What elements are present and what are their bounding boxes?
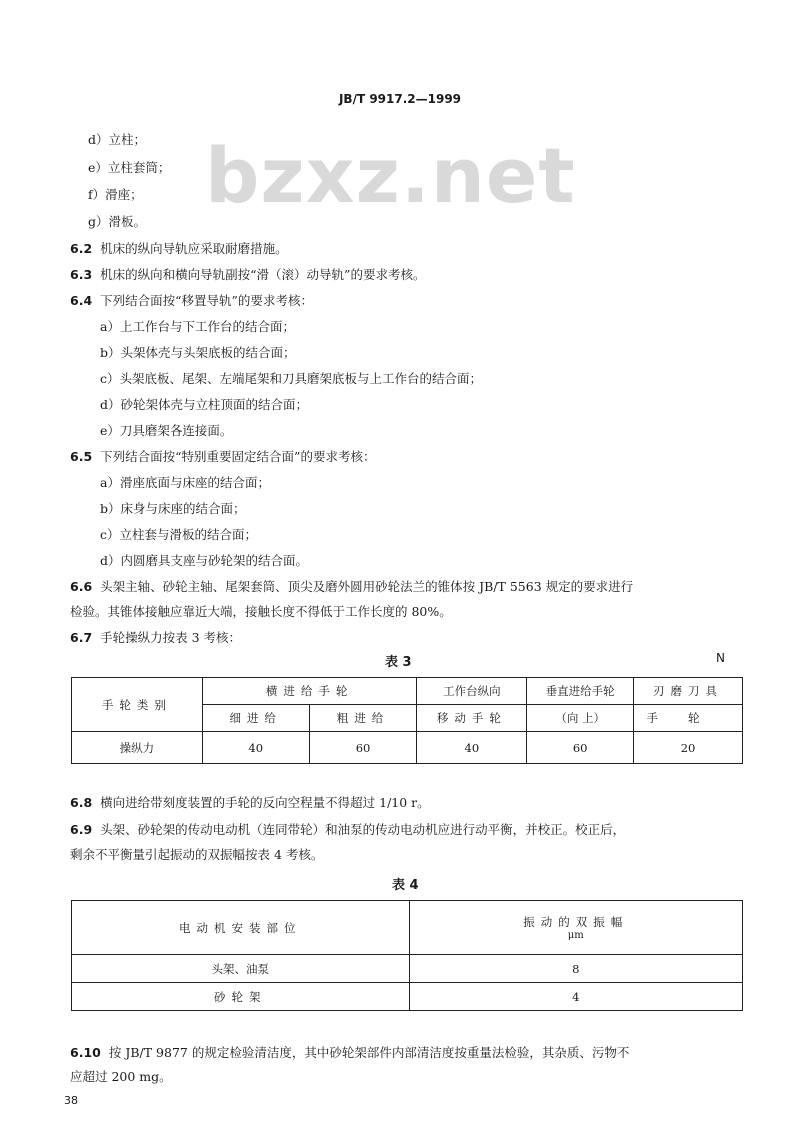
list-item: a）滑座底面与床座的结合面； [100, 475, 270, 490]
table3-header-vertical-up: （向 上） [527, 705, 634, 732]
table-cell: 4 [409, 983, 743, 1011]
table-row [72, 983, 743, 1011]
table-cell: 60 [527, 732, 634, 764]
list-item: g）滑板。 [88, 214, 147, 229]
clause-6-3 [70, 266, 425, 284]
table4-header-unit: μm [567, 930, 584, 941]
table-cell: 8 [409, 955, 743, 983]
clause-text: 横向进给带刻度装置的手轮的反向空程量不得超过 1/10 r。 [100, 795, 430, 810]
table4 [71, 900, 743, 1011]
page-number: 38 [64, 1094, 78, 1107]
clause-number: 6.8 [70, 795, 93, 810]
list-item: c）立柱套与滑板的结合面； [100, 527, 258, 542]
table-row [72, 955, 743, 983]
clause-6-9-cont: 剩余不平衡量引起振动的双振幅按表 4 考核。 [70, 847, 324, 862]
clause-6-7 [70, 629, 241, 647]
list-item: e）立柱套筒； [88, 160, 171, 175]
clause-6-6 [70, 578, 633, 596]
clause-number: 6.4 [70, 293, 93, 308]
clause-number: 6.2 [70, 241, 93, 256]
list-item: d）立柱； [88, 132, 147, 147]
list-item: b）床身与床座的结合面； [100, 501, 246, 516]
page-header: JB/T 9917.2—1999 [338, 92, 462, 106]
list-item: e）刀具磨架各连接面。 [100, 423, 233, 438]
table3-header-coarse: 粗进给 [309, 705, 417, 732]
clause-text: 下列结合面按“移置导轨”的要求考核： [100, 293, 313, 308]
list-item: d）内圆磨具支座与砂轮架的结合面。 [100, 553, 309, 568]
table-cell: 20 [634, 732, 743, 764]
clause-text: 头架主轴、砂轮主轴、尾架套筒、顶尖及磨外圆用砂轮法兰的锥体按 JB/T 5563 规定的要求进行 [100, 579, 634, 594]
table-cell: 砂轮架 [72, 983, 410, 1011]
table4-header-amplitude-label: 振动的双振幅 [523, 915, 629, 929]
table3-unit: N [716, 651, 725, 665]
table3-header-vertical-feed: 垂直进给手轮 [527, 678, 634, 705]
table3-header-fine: 细进给 [202, 705, 309, 732]
list-item: f）滑座； [88, 187, 143, 202]
clause-text: 手轮操纵力按表 3 考核： [100, 630, 242, 645]
table4-header-amplitude [409, 901, 743, 955]
clause-number: 6.3 [70, 267, 93, 282]
clause-number: 6.6 [70, 579, 93, 594]
clause-6-10 [70, 1044, 629, 1062]
table-cell: 40 [202, 732, 309, 764]
clause-6-5 [70, 448, 375, 466]
clause-number: 6.10 [70, 1045, 101, 1060]
clause-text: 按 JB/T 9877 的规定检验清洁度，其中砂轮架部件内部清洁度按重量法检验，其杂质、污物不 [108, 1045, 630, 1060]
list-item: b）头架体壳与头架底板的结合面； [100, 345, 296, 360]
clause-6-4 [70, 292, 313, 310]
clause-6-9 [70, 821, 625, 839]
clause-number: 6.7 [70, 630, 93, 645]
clause-text: 下列结合面按“特别重要固定结合面”的要求考核： [100, 449, 376, 464]
table3-header-tool-wheel: 手轮 [634, 705, 743, 732]
clause-number: 6.9 [70, 822, 93, 837]
clause-6-6-cont: 检验。其锥体接触应靠近大端，接触长度不得低于工作长度的 80%。 [70, 604, 452, 619]
list-item: c）头架底板、尾架、左端尾架和刀具磨架底板与上工作台的结合面； [100, 371, 483, 386]
list-item: d）砂轮架体壳与立柱顶面的结合面； [100, 397, 309, 412]
table4-caption: 表 4 [392, 878, 419, 893]
table3-header-tool-grind: 刃磨刀具 [634, 678, 743, 705]
table4-header-position: 电动机安装部位 [72, 901, 410, 955]
table-cell: 60 [309, 732, 417, 764]
table3 [71, 677, 743, 764]
table-cell: 头架、油泵 [72, 955, 410, 983]
clause-6-8 [70, 794, 430, 812]
table3-row-label: 操纵力 [72, 732, 203, 764]
clause-text: 机床的纵向导轨应采取耐磨措施。 [100, 241, 288, 256]
table3-header-table-wheel: 移动手轮 [417, 705, 527, 732]
clause-6-2 [70, 240, 288, 258]
clause-text: 机床的纵向和横向导轨副按“滑（滚）动导轨”的要求考核。 [100, 267, 426, 282]
table3-header-table-feed: 工作台纵向 [417, 678, 527, 705]
clause-text: 头架、砂轮架的传动电动机（连同带轮）和油泵的传动电动机应进行动平衡，并校正。校正后， [100, 822, 626, 837]
table-cell: 40 [417, 732, 527, 764]
table3-caption: 表 3 [385, 655, 412, 670]
clause-number: 6.5 [70, 449, 93, 464]
watermark: bzxz.net [205, 131, 576, 220]
table-row [72, 732, 743, 764]
clause-6-10-cont: 应超过 200 mg。 [70, 1069, 172, 1084]
table3-header-category: 手轮类别 [72, 678, 203, 732]
table3-header-cross-feed: 横进给手轮 [202, 678, 417, 705]
list-item: a）上工作台与下工作台的结合面； [100, 319, 295, 334]
